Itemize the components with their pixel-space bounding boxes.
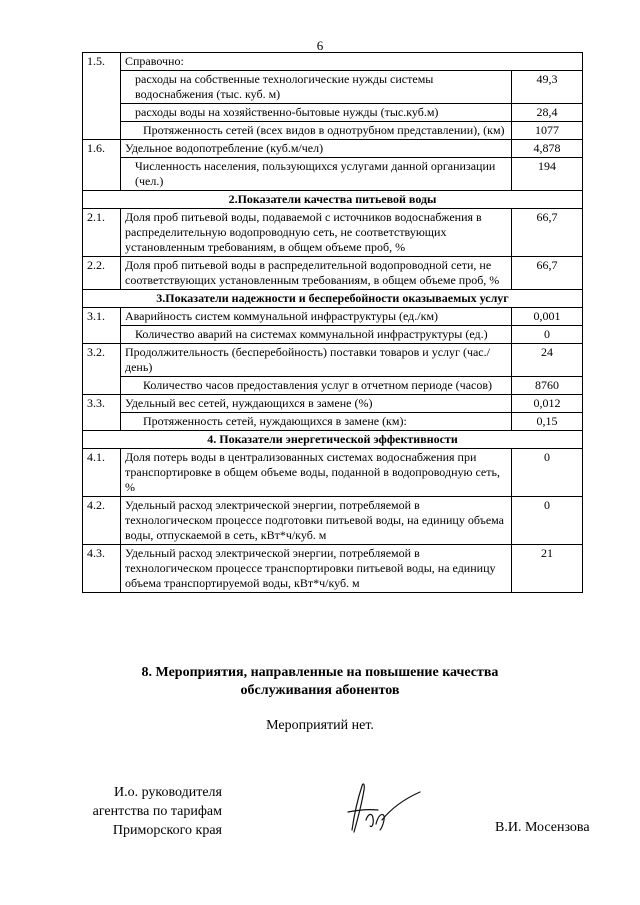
row-value: 0,012 — [512, 395, 583, 413]
row-label: Аварийность систем коммунальной инфраструктуры (ед./км) — [121, 308, 512, 326]
row-label: Справочно: — [121, 53, 583, 71]
signatory-title — [82, 783, 222, 840]
row-label: Количество часов предоставления услуг в отчетном периоде (часов) — [121, 377, 512, 395]
row-label: расходы воды на хозяйственно-бытовые нужды (тыс.куб.м) — [121, 104, 512, 122]
table-row — [83, 209, 583, 257]
row-number: 4.2. — [83, 497, 121, 545]
row-value: 49,3 — [512, 71, 583, 104]
row-value: 4,878 — [512, 140, 583, 158]
table-row — [83, 257, 583, 290]
row-label: Численность населения, пользующихся услугами данной организации (чел.) — [121, 158, 512, 191]
row-number: 3.3. — [83, 395, 121, 431]
section-heading-line-1: 8. Мероприятия, направленные на повышение качества — [141, 665, 499, 680]
section-body: Мероприятий нет. — [266, 718, 374, 733]
row-label: Удельный расход электрической энергии, потребляемой в технологическом процессе подготовки питьевой воды, на единицу объема воды, отпускаемой в сеть, кВт*ч/куб. м — [121, 497, 512, 545]
table-row — [83, 158, 583, 191]
section-title: 4. Показатели энергетической эффективности — [83, 431, 583, 449]
row-label: Протяженность сетей, нуждающихся в замене (км): — [121, 413, 512, 431]
row-label: Доля проб питьевой воды в распределительной водопроводной сети, не соответствующих установленным требованиям, в общем объеме проб, % — [121, 257, 512, 290]
row-value: 0 — [512, 497, 583, 545]
row-number: 1.5. — [83, 53, 121, 140]
signatory-line-1: И.о. руководителя — [113, 785, 222, 800]
row-label: Продолжительность (бесперебойность) поставки товаров и услуг (час./день) — [121, 344, 512, 377]
row-number: 1.6. — [83, 140, 121, 191]
row-number: 2.1. — [83, 209, 121, 257]
table-row — [83, 545, 583, 593]
signatory-line-2: агентства по тарифам — [92, 804, 222, 819]
table-row — [83, 326, 583, 344]
section-title: 3.Показатели надежности и бесперебойности оказываемых услуг — [83, 290, 583, 308]
row-label: расходы на собственные технологические нужды системы водоснабжения (тыс. куб. м) — [121, 71, 512, 104]
handwritten-signature-icon — [338, 776, 428, 838]
section-row — [83, 191, 583, 209]
table-row — [83, 140, 583, 158]
row-number: 4.3. — [83, 545, 121, 593]
table-row — [83, 53, 583, 71]
table-row — [83, 71, 583, 104]
row-value: 21 — [512, 545, 583, 593]
row-value: 28,4 — [512, 104, 583, 122]
row-number: 4.1. — [83, 449, 121, 497]
section-row — [83, 290, 583, 308]
row-label: Удельный расход электрической энергии, потребляемой в технологическом процессе транспортировки питьевой воды, на единицу объема транспортируемой воды, кВт*ч/куб. м — [121, 545, 512, 593]
signatory-name: В.И. Мосензова — [495, 820, 590, 835]
table-row — [83, 308, 583, 326]
row-value: 194 — [512, 158, 583, 191]
row-label: Доля потерь воды в централизованных системах водоснабжения при транспортировке в общем объеме воды, поданной в водопроводную сеть, % — [121, 449, 512, 497]
row-label: Удельное водопотребление (куб.м/чел) — [121, 140, 512, 158]
table-row — [83, 104, 583, 122]
row-value: 0,001 — [512, 308, 583, 326]
table-row — [83, 449, 583, 497]
row-value: 24 — [512, 344, 583, 377]
table-row — [83, 497, 583, 545]
row-label: Доля проб питьевой воды, подаваемой с источников водоснабжения в распределительную водопроводную сеть, не соответствующих установленным требованиям, в общем объеме проб, % — [121, 209, 512, 257]
section-heading — [0, 664, 640, 700]
row-number: 2.2. — [83, 257, 121, 290]
row-value: 66,7 — [512, 257, 583, 290]
row-label: Протяженность сетей (всех видов в однотрубном представлении), (км) — [121, 122, 512, 140]
row-value: 66,7 — [512, 209, 583, 257]
row-number: 3.1. — [83, 308, 121, 344]
indicators-table — [82, 52, 583, 593]
row-number: 3.2. — [83, 344, 121, 395]
table-row — [83, 344, 583, 377]
row-value: 0 — [512, 449, 583, 497]
section-heading-line-2: обслуживания абонентов — [240, 683, 400, 698]
table-row — [83, 122, 583, 140]
table-row — [83, 413, 583, 431]
row-value: 0 — [512, 326, 583, 344]
row-label: Удельный вес сетей, нуждающихся в замене (%) — [121, 395, 512, 413]
row-label: Количество аварий на системах коммунальной инфраструктуры (ед.) — [121, 326, 512, 344]
row-value: 0,15 — [512, 413, 583, 431]
page-number: 6 — [316, 38, 324, 53]
row-value: 8760 — [512, 377, 583, 395]
table-row — [83, 395, 583, 413]
signatory-line-3: Приморского края — [112, 823, 222, 838]
section-title: 2.Показатели качества питьевой воды — [83, 191, 583, 209]
row-value: 1077 — [512, 122, 583, 140]
section-row — [83, 431, 583, 449]
table-row — [83, 377, 583, 395]
